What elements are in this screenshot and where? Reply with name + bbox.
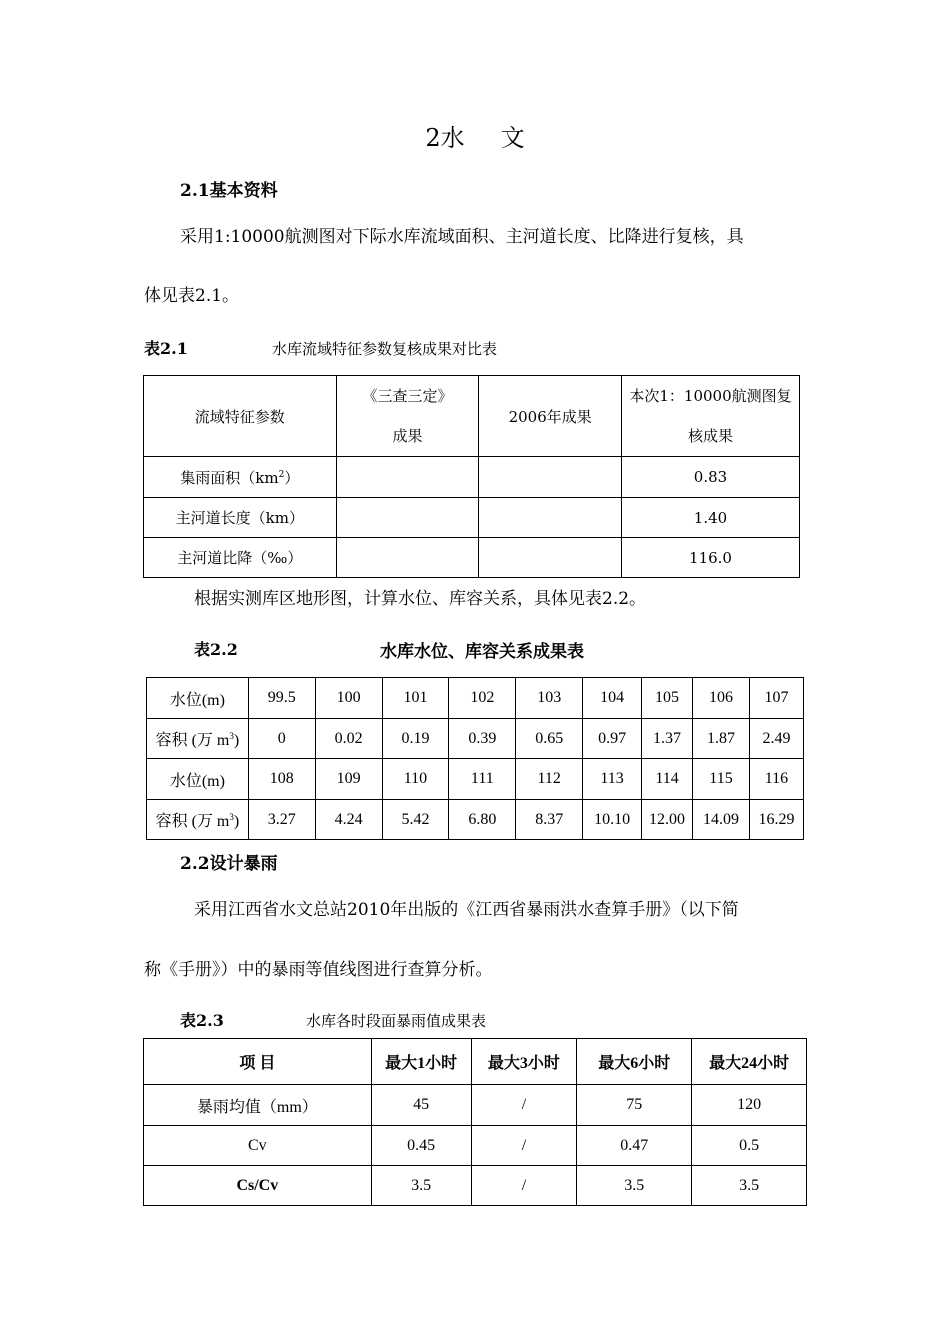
- table-cell: 3.5: [371, 1166, 471, 1206]
- table-cell: 1.87: [693, 719, 750, 759]
- table-cell: 120: [692, 1085, 807, 1126]
- table-cell: 114: [642, 759, 693, 800]
- table-cell: 0.45: [371, 1126, 471, 1166]
- table-cell: 116: [749, 759, 803, 800]
- table-row: [147, 678, 804, 719]
- row-label: 水位(m): [147, 759, 249, 800]
- table-cell: /: [471, 1166, 577, 1206]
- table-cell: 14.09: [693, 800, 750, 840]
- table-cell: 115: [693, 759, 750, 800]
- table-cell: 1.37: [642, 719, 693, 759]
- table-row: [147, 719, 804, 759]
- table-cell: 106: [693, 678, 750, 719]
- paragraph-2-2-line2: 称《手册》）中的暴雨等值线图进行查算分析。: [144, 960, 493, 980]
- table-cell: 3.27: [248, 800, 315, 840]
- table-cell: 111: [449, 759, 516, 800]
- table-cell: 2.49: [749, 719, 803, 759]
- table-cell: 75: [577, 1085, 692, 1126]
- table-cell: 45: [371, 1085, 471, 1126]
- row-label: 暴雨均值（mm）: [144, 1085, 372, 1126]
- table-cell: 0: [248, 719, 315, 759]
- paragraph-2-1-line1: 采用1:10000航测图对下际水库流域面积、主河道长度、比降进行复核，具: [180, 227, 744, 247]
- chapter-word-1: 水: [440, 124, 465, 152]
- table3-caption-label: 表2.3: [180, 1011, 224, 1030]
- table-cell: 主河道比降（‰）: [144, 538, 337, 578]
- table-cell: 主河道长度（km）: [144, 498, 337, 538]
- table-header-cell: 最大24小时: [692, 1039, 807, 1085]
- table-cell: 16.29: [749, 800, 803, 840]
- table-cell: 0.5: [692, 1126, 807, 1166]
- table-header-cell: 2006年成果: [479, 376, 622, 457]
- row-label: 容积 (万 $m^3$): [147, 719, 249, 759]
- table-cell: 3.5: [577, 1166, 692, 1206]
- table3-caption-title: 水库各时段面暴雨值成果表: [306, 1012, 487, 1030]
- table-row: [144, 538, 800, 578]
- table-cell: [336, 538, 479, 578]
- table-header-cell: 项 目: [144, 1039, 372, 1085]
- table-cell: 100: [315, 678, 382, 719]
- table-cell: [479, 457, 622, 498]
- row-label: Cv: [144, 1126, 372, 1166]
- row-label: 容积 (万 $m^3$): [147, 800, 249, 840]
- chapter-number: 2: [425, 124, 441, 152]
- paragraph-table2-intro: 根据实测库区地形图，计算水位、库容关系，具体见表2.2。: [194, 589, 647, 609]
- table-header-cell: 《三查三定》 成果: [336, 376, 479, 457]
- table-cell: 0.65: [516, 719, 583, 759]
- section-heading-2-2: 2.2设计暴雨: [180, 854, 278, 874]
- table-2-3: [143, 1038, 807, 1206]
- table-header-cell: 最大1小时: [371, 1039, 471, 1085]
- table-cell: 0.39: [449, 719, 516, 759]
- table-cell: 0.83: [622, 457, 800, 498]
- table-cell: 12.00: [642, 800, 693, 840]
- table-cell: 10.10: [583, 800, 642, 840]
- table1-caption: [144, 336, 188, 359]
- chapter-word-2: 文: [500, 124, 525, 152]
- table-cell: 4.24: [315, 800, 382, 840]
- table-cell: [479, 538, 622, 578]
- table-cell: 105: [642, 678, 693, 719]
- table-row: [144, 457, 800, 498]
- table-row: [144, 1085, 807, 1126]
- table-row: [144, 1126, 807, 1166]
- table-header-cell: 流域特征参数: [144, 376, 337, 457]
- table-cell: /: [471, 1126, 577, 1166]
- table-cell: 5.42: [382, 800, 449, 840]
- table-cell: 116.0: [622, 538, 800, 578]
- table-cell: 112: [516, 759, 583, 800]
- table-cell: 1.40: [622, 498, 800, 538]
- table-cell: 109: [315, 759, 382, 800]
- table-cell: 101: [382, 678, 449, 719]
- paragraph-2-1-line2: 体见表2.1。: [144, 286, 240, 306]
- table-cell: 0.47: [577, 1126, 692, 1166]
- table-cell: 104: [583, 678, 642, 719]
- table-header-cell: 最大3小时: [471, 1039, 577, 1085]
- table-row: [144, 498, 800, 538]
- table1-caption-label: 表2.1: [144, 339, 188, 358]
- table-header-row: [144, 1039, 807, 1085]
- section-heading-2-1: 2.1基本资料: [180, 181, 278, 201]
- table-header-cell: 最大6小时: [577, 1039, 692, 1085]
- table-cell: [336, 498, 479, 538]
- table-cell: /: [471, 1085, 577, 1126]
- table-cell: 113: [583, 759, 642, 800]
- table2-caption-title: 水库水位、库容关系成果表: [380, 642, 584, 662]
- row-label: 水位(m): [147, 678, 249, 719]
- table-row: [147, 800, 804, 840]
- table-cell: 8.37: [516, 800, 583, 840]
- table-row: [144, 1166, 807, 1206]
- chapter-title: [0, 118, 950, 153]
- table-cell: 102: [449, 678, 516, 719]
- table2-caption-label: 表2.2: [194, 640, 238, 659]
- table-cell: 0.97: [583, 719, 642, 759]
- table-header-cell: 本次1：10000航测图复 核成果: [622, 376, 800, 457]
- table-cell: 集雨面积$(km^2)$: [144, 457, 337, 498]
- paragraph-2-2-line1: 采用江西省水文总站2010年出版的《江西省暴雨洪水查算手册》（以下简: [194, 900, 739, 920]
- table-cell: 110: [382, 759, 449, 800]
- row-label: Cs/Cv: [144, 1166, 372, 1206]
- table-cell: 107: [749, 678, 803, 719]
- table-cell: 108: [248, 759, 315, 800]
- table-cell: 103: [516, 678, 583, 719]
- table-cell: 3.5: [692, 1166, 807, 1206]
- table-cell: 99.5: [248, 678, 315, 719]
- table1-caption-title: 水库流域特征参数复核成果对比表: [272, 340, 498, 358]
- table-cell: [479, 498, 622, 538]
- table-row: [147, 759, 804, 800]
- table-cell: 0.02: [315, 719, 382, 759]
- table-cell: 0.19: [382, 719, 449, 759]
- table-cell: 6.80: [449, 800, 516, 840]
- table-2-1: [143, 375, 800, 578]
- table-2-2: [146, 677, 804, 840]
- table-row: [144, 376, 800, 457]
- table-cell: [336, 457, 479, 498]
